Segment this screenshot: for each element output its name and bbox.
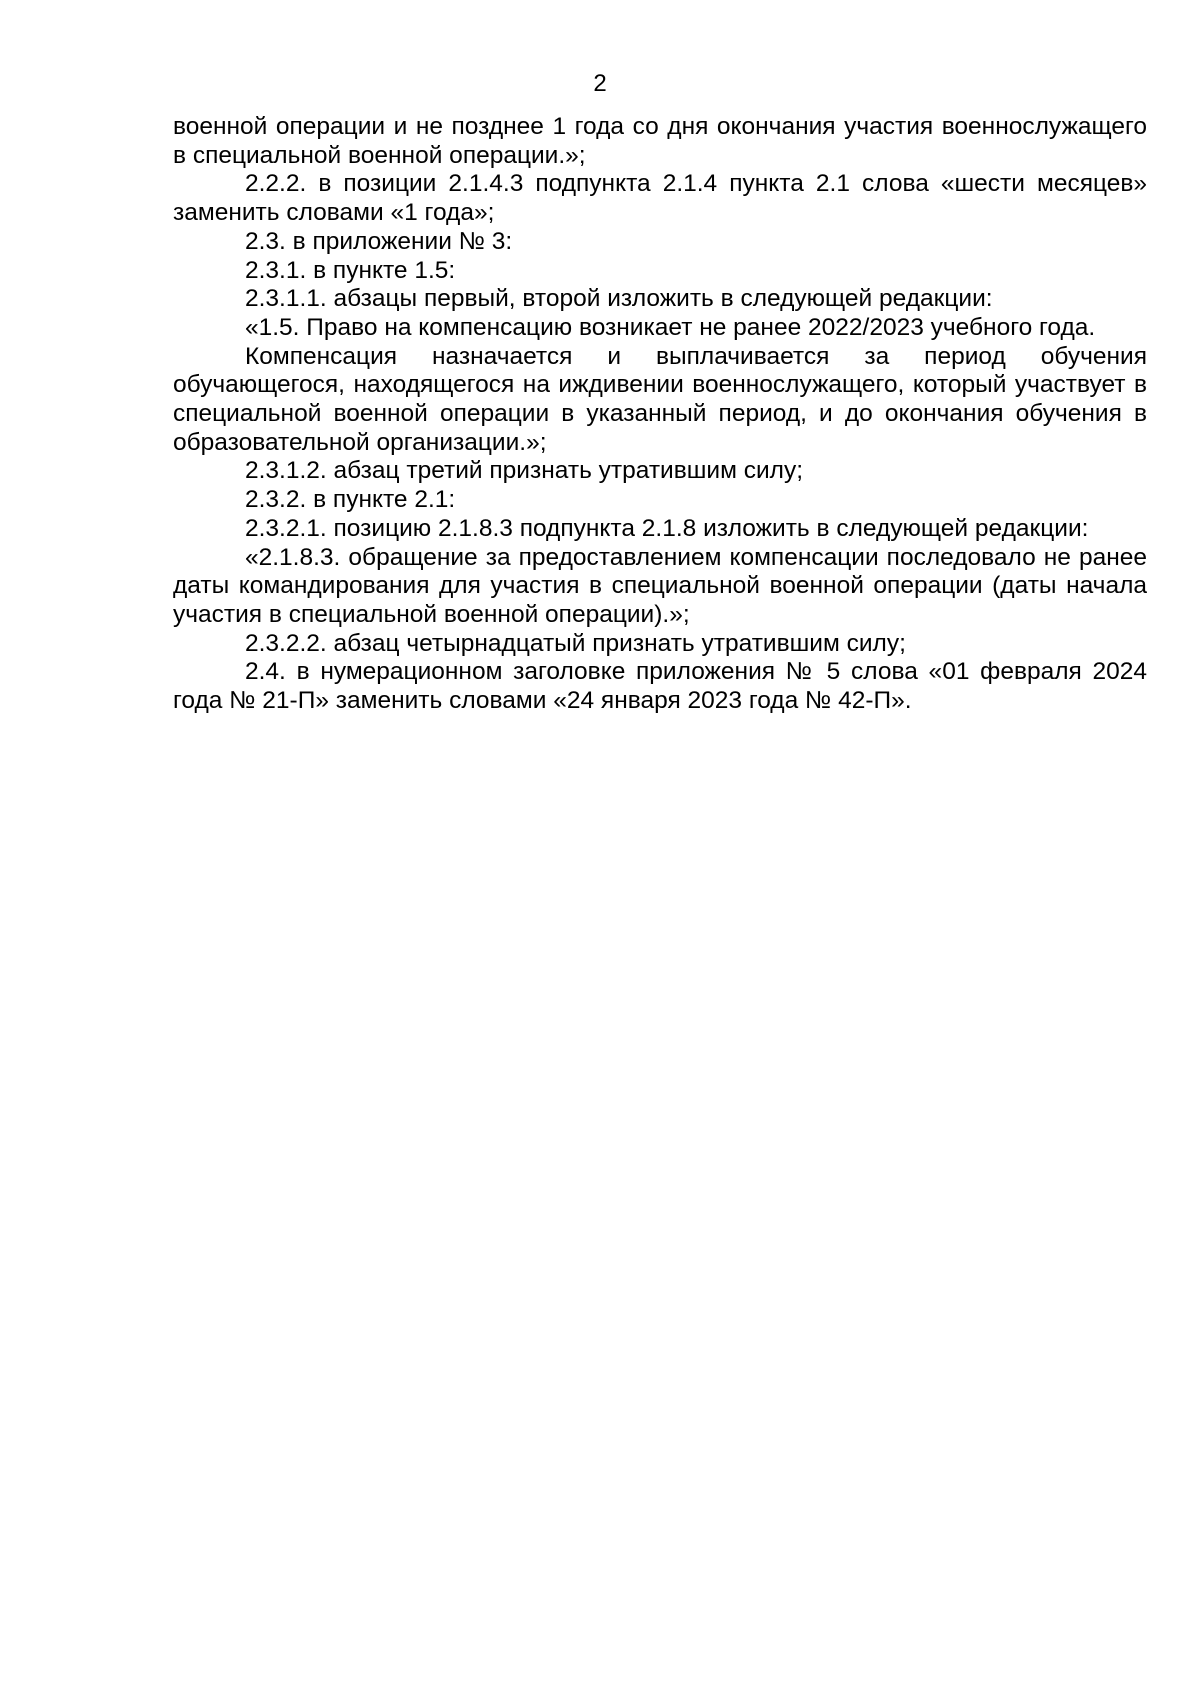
paragraph-continuation: военной операции и не позднее 1 года со дня окончания участия военнослужащего в специальной военной операции.»; (173, 113, 1147, 169)
paragraph-2-4: 2.4. в нумерационном заголовке приложения № 5 слова «01 февраля 2024 года № 21-П» заменить словами «24 января 2023 года № 42-П». (173, 658, 1147, 715)
document-body (173, 113, 1147, 716)
paragraph-2-3-1: 2.3.1. в пункте 1.5: (245, 256, 456, 284)
paragraph-2-3-1-2: 2.3.1.2. абзац третий признать утратившим силу; (245, 457, 804, 485)
paragraph-quote-1-5: «1.5. Право на компенсацию возникает не ранее 2022/2023 учебного года. (245, 313, 1096, 341)
paragraph-2-3-2-2: 2.3.2.2. абзац четырнадцатый признать утратившим силу; (245, 629, 906, 657)
paragraph-compensation: Компенсация назначается и выплачивается за период обучения обучающегося, находящегося на иждивении военнослужащего, который участвует в специальной военной операции в указанный период, и до окончания обучения в образовательной организации.»; (173, 342, 1147, 456)
paragraph-2-3-2-1: 2.3.2.1. позицию 2.1.8.3 подпункта 2.1.8 изложить в следующей редакции: (245, 514, 1089, 542)
paragraph-2-3-2: 2.3.2. в пункте 2.1: (245, 486, 456, 514)
paragraph-quote-2-1-8-3: «2.1.8.3. обращение за предоставлением компенсации последовало не ранее даты командирования для участия в специальной военной операции (даты начала участия в специальной военной операции).»; (173, 543, 1147, 628)
paragraph-2-3-1-1: 2.3.1.1. абзацы первый, второй изложить в следующей редакции: (245, 285, 993, 313)
page-number: 2 (593, 70, 607, 97)
paragraph-2-2-2: 2.2.2. в позиции 2.1.4.3 подпункта 2.1.4 пункта 2.1 слова «шести месяцев» заменить словами «1 года»; (173, 170, 1147, 227)
paragraph-2-3: 2.3. в приложении № 3: (245, 227, 513, 255)
